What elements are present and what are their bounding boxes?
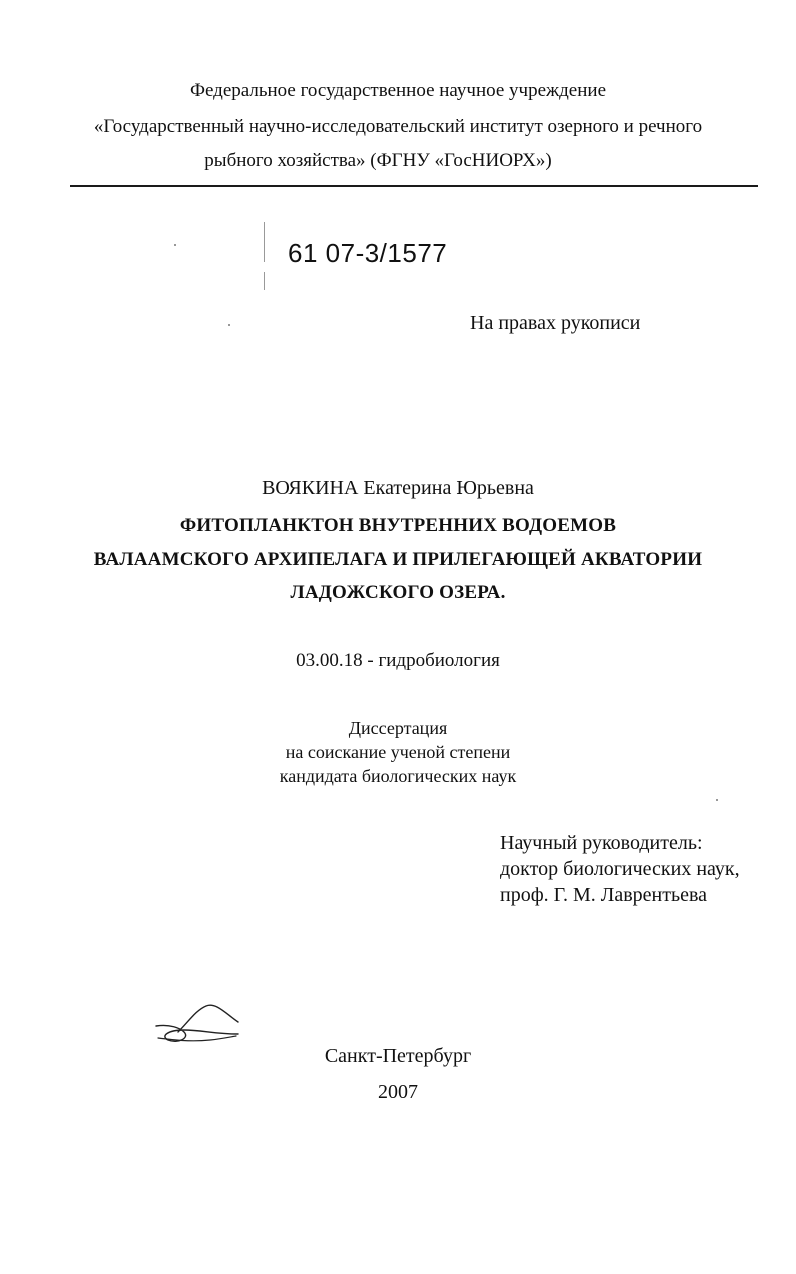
scan-speck — [228, 324, 230, 326]
dissertation-label: Диссертация — [348, 718, 448, 738]
thesis-title-line-2: ВАЛААМСКОГО АРХИПЕЛАГА И ПРИЛЕГАЮЩЕЙ АКВАТОРИИ — [93, 549, 703, 570]
scan-speck — [174, 244, 176, 246]
supervisor-name: проф. Г. М. Лаврентьева — [500, 884, 708, 906]
header-rule — [70, 185, 758, 187]
thesis-title-line-3: ЛАДОЖСКОГО ОЗЕРА. — [290, 582, 506, 603]
stamp-margin-mark-lower — [264, 272, 265, 290]
supervisor-degree: доктор биологических наук, — [500, 858, 740, 880]
stamp-margin-mark — [264, 222, 265, 262]
signature-scribble — [150, 1000, 246, 1048]
stamp-number: 61 07-3/1577 — [288, 238, 448, 268]
rights-note: На правах рукописи — [470, 312, 641, 334]
institution-line-1: Федеральное государственное научное учреждение — [189, 80, 607, 101]
author-name: ВОЯКИНА Екатерина Юрьевна — [262, 477, 534, 499]
dissertation-field-line: кандидата биологических наук — [279, 766, 517, 786]
scan-speck — [716, 799, 718, 801]
institution-line-3: рыбного хозяйства» (ФГНУ «ГосНИОРХ») — [204, 150, 552, 171]
supervisor-label: Научный руководитель: — [500, 832, 703, 854]
institution-line-2: «Государственный научно-исследовательский институт озерного и речного — [93, 116, 703, 137]
specialty-code: 03.00.18 - гидробиология — [296, 650, 500, 671]
city: Санкт-Петербург — [324, 1045, 472, 1067]
thesis-title-line-1: ФИТОПЛАНКТОН ВНУТРЕННИХ ВОДОЕМОВ — [179, 515, 617, 536]
dissertation-degree-line: на соискание ученой степени — [285, 742, 511, 762]
year: 2007 — [378, 1081, 418, 1103]
